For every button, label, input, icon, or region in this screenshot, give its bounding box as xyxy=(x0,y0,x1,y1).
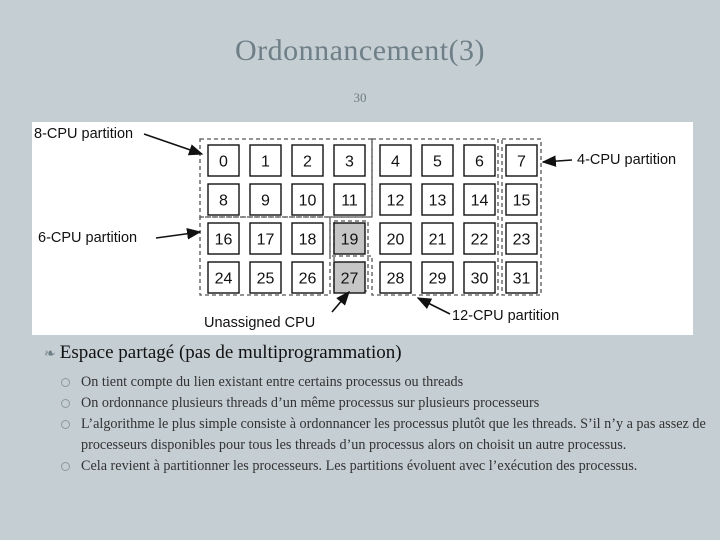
cpu-cell-label: 7 xyxy=(517,153,526,171)
page-number: 30 xyxy=(353,90,367,105)
cpu-cell-label: 6 xyxy=(475,153,484,171)
cpu-cell-label: 21 xyxy=(428,231,447,249)
cpu-cell-label: 8 xyxy=(219,192,228,210)
cpu-cell-label: 25 xyxy=(256,270,275,288)
cpu-cell-label: 24 xyxy=(214,270,233,288)
cpu-cell-label: 31 xyxy=(512,270,531,288)
cpu-cell-label: 9 xyxy=(261,192,270,210)
cpu-cell-label: 30 xyxy=(470,270,489,288)
label-8-cpu-partition: 8-CPU partition xyxy=(34,126,134,142)
cpu-cell-label: 1 xyxy=(261,153,270,171)
cpu-cell-label: 12 xyxy=(386,192,405,210)
bullet-ring-icon xyxy=(61,462,70,471)
cpu-cell-label: 28 xyxy=(386,270,405,288)
cpu-partition-figure xyxy=(32,122,693,335)
cpu-cell-label: 23 xyxy=(512,231,531,249)
slide-title: Ordonnancement(3) xyxy=(234,34,486,67)
cpu-cell-label: 20 xyxy=(386,231,405,249)
arrow-8-cpu xyxy=(144,134,202,154)
cpu-cell-label: 26 xyxy=(298,270,317,288)
partition-diagram xyxy=(32,122,693,335)
main-bullet-text: Espace partagé (pas de multiprogrammation) xyxy=(59,342,402,363)
cpu-cell-label: 13 xyxy=(428,192,447,210)
cpu-cell-label: 27 xyxy=(340,270,359,288)
sub-bullet-item: On tient compte du lien existant entre certains processus ou threads xyxy=(60,372,710,393)
cpu-cell-label: 14 xyxy=(470,192,489,210)
cpu-cell-label: 2 xyxy=(303,153,312,171)
bullet-ring-icon xyxy=(61,399,70,408)
cpu-cell-label: 3 xyxy=(345,153,354,171)
cpu-cell-label: 0 xyxy=(219,153,228,171)
arrow-unassigned xyxy=(332,292,349,312)
cpu-cell-label: 11 xyxy=(341,192,358,210)
arrow-4-cpu xyxy=(543,160,572,162)
sub-bullet-item: Cela revient à partitionner les processeurs. Les partitions évoluent avec l’exécution des processus. xyxy=(60,456,710,477)
arrow-12-cpu xyxy=(418,298,450,314)
cpu-cell-label: 4 xyxy=(391,153,400,171)
label-6-cpu-partition: 6-CPU partition xyxy=(38,230,138,246)
label-unassigned-cpu: Unassigned CPU xyxy=(204,315,316,331)
cpu-cell-label: 5 xyxy=(433,153,442,171)
bullet-ring-icon xyxy=(61,420,70,429)
bullet-ring-icon xyxy=(61,378,70,387)
cpu-cell-label: 16 xyxy=(214,231,233,249)
cpu-cell-label: 19 xyxy=(340,231,359,249)
label-12-cpu-partition: 12-CPU partition xyxy=(452,308,560,324)
cpu-cell-label: 22 xyxy=(470,231,489,249)
arrow-6-cpu xyxy=(156,232,200,238)
sub-bullet-item: On ordonnance plusieurs threads d’un même processus sur plusieurs processeurs xyxy=(60,393,710,414)
sub-bullet-list xyxy=(60,372,710,477)
cpu-cell-label: 29 xyxy=(428,270,447,288)
cpu-cell-label: 17 xyxy=(256,231,275,249)
cpu-cell-label: 10 xyxy=(298,192,317,210)
label-4-cpu-partition: 4-CPU partition xyxy=(577,152,677,168)
bullet-swirl-icon: ❧ xyxy=(44,347,56,362)
cpu-cell-label: 15 xyxy=(512,192,531,210)
main-bullet xyxy=(44,342,704,364)
cpu-cell-label: 18 xyxy=(298,231,317,249)
sub-bullet-item: L’algorithme le plus simple consiste à ordonnancer les processus plutôt que les threads. S’il n’y a pas assez de processeurs disponibles pour tous les threads d’un processus alors on choisit un autre processus. xyxy=(60,414,710,456)
